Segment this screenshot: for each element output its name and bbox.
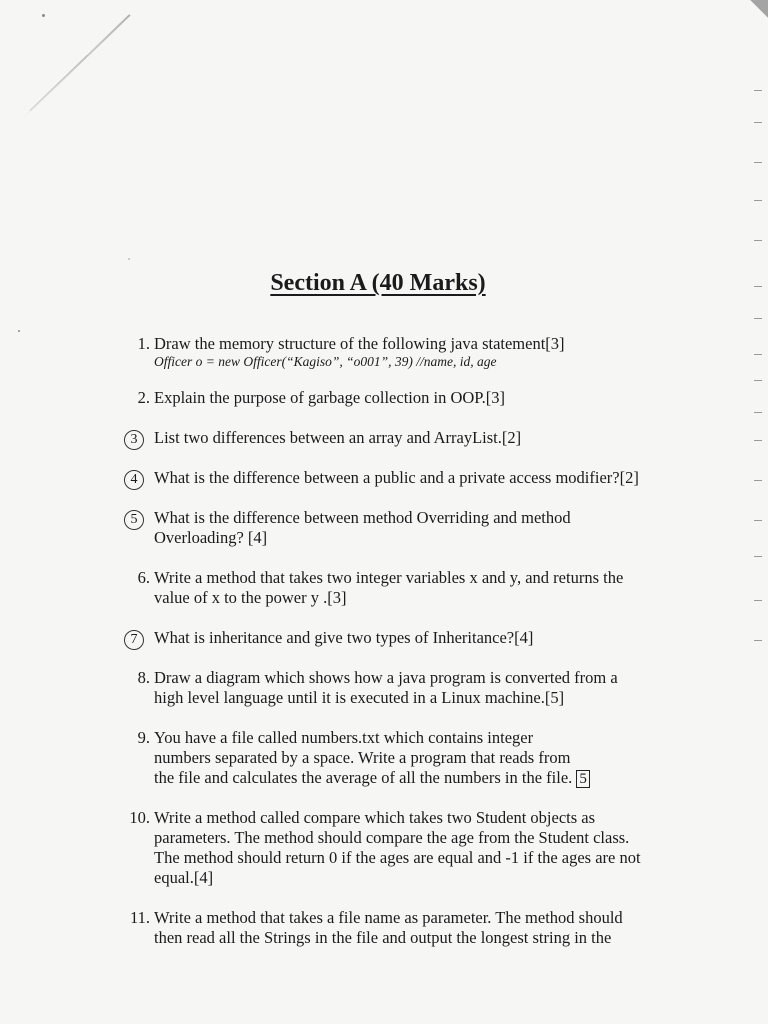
question-number: 2.: [137, 388, 150, 407]
question-number: 6.: [137, 568, 150, 587]
question-text: Explain the purpose of garbage collection in OOP.[3]: [154, 388, 505, 407]
question-text: What is inheritance and give two types of Inheritance?[4]: [154, 628, 534, 647]
section-title: Section A (40 Marks): [270, 270, 486, 296]
scan-speck: [42, 14, 45, 17]
boxed-marks: 5: [576, 770, 590, 788]
question-number: 9.: [137, 728, 150, 747]
question-text: Write a method called compare which takes two Student objects as parameters. The method should compare the age from the Student class. The method should return 0 if the ages are equal and -1 if the ages are not equal.[4]: [154, 808, 641, 887]
question-text: Draw a diagram which shows how a java program is converted from a high level language until it is executed in a Linux machine.[5]: [154, 668, 618, 707]
question-text: You have a file called numbers.txt which contains integer numbers separated by a space. Write a program that reads from the file and calculates the average of all the numbers in the file.: [154, 728, 573, 787]
circled-question-number: 4: [124, 470, 144, 490]
question-text: What is the difference between a public and a private access modifier?[2]: [154, 468, 639, 487]
question-text: Draw the memory structure of the following java statement[3]: [154, 334, 565, 353]
fold-crease-mark-faint: [30, 55, 88, 111]
question-text: Write a method that takes a file name as parameter. The method should then read all the Strings in the file and output the longest string in the: [154, 908, 623, 947]
question-text: List two differences between an array and ArrayList.[2]: [154, 428, 522, 447]
scan-speck: [128, 258, 130, 260]
question-number: 1.: [137, 334, 150, 353]
question-number: 10.: [129, 808, 150, 827]
circled-question-number: 7: [124, 630, 144, 650]
scan-speck: [18, 330, 20, 332]
binding-edge-marks: [738, 0, 768, 1024]
question-text-block: [154, 334, 664, 370]
code-statement: Officer o = new Officer(“Kagiso”, “o001”, 39) //name, id, age: [154, 354, 497, 369]
circled-question-number: 3: [124, 430, 144, 450]
question-text: Write a method that takes two integer variables x and y, and returns the value of x to the power y .[3]: [154, 568, 624, 607]
circled-question-number: 5: [124, 510, 144, 530]
question-number: 8.: [137, 668, 150, 687]
question-text: What is the difference between method Overriding and method Overloading? [4]: [154, 508, 571, 547]
question-number: 11.: [129, 908, 150, 927]
fold-crease-mark: [21, 14, 130, 120]
